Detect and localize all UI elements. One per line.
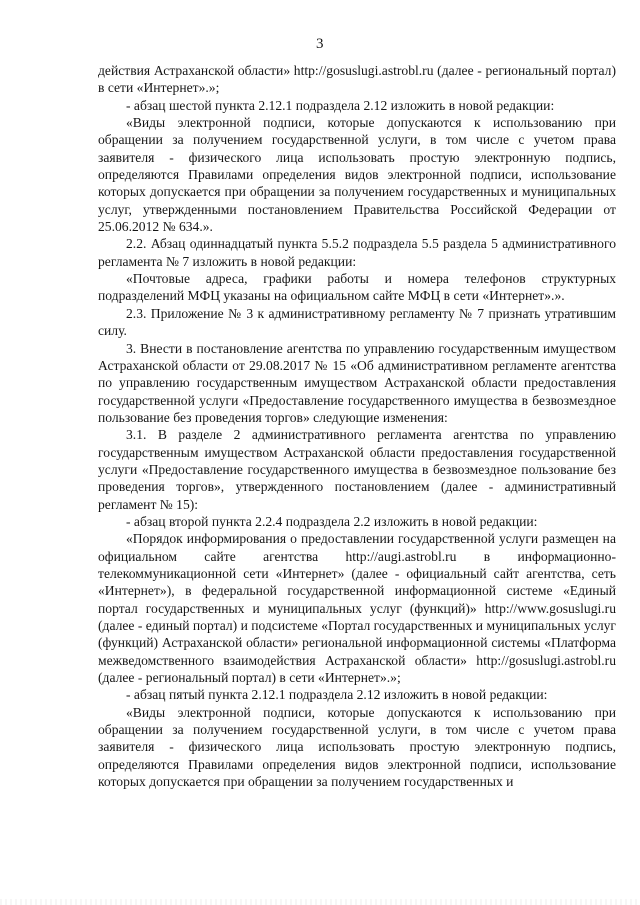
paragraph: 3. Внести в постановление агентства по управлению государственным имуществом Астраханской области от 29.08.2017 № 15 «Об административном регламенте агентства по управлению государственным имуществом Астраханской области предоставления государственной услуги «Предоставление государственного имущества в безвозмездное пользование без проведения торгов» следующие изменения: (98, 340, 616, 425)
paragraph: «Виды электронной подписи, которые допускаются к использованию при обращении за получением государственной услуги, в том числе с учетом права заявителя - физического лица использовать простую электронную подпись, определяются Правилами определения видов электронной подписи, использование которых допускается при обращении за получением государственных и муниципальных услуг, утвержденными постановлением Правительства Российской Федерации от 25.06.2012 № 634.». (98, 115, 616, 235)
paragraph: - абзац второй пункта 2.2.4 подраздела 2.2 изложить в новой редакции: (126, 513, 538, 529)
paragraph: действия Астраханской области» http://gosuslugi.astrobl.ru (далее - региональный портал) в сети «Интернет».»; (98, 63, 616, 96)
scan-edge (0, 899, 640, 905)
paragraph: «Виды электронной подписи, которые допускаются к использованию при обращении за получением государственной услуги, в том числе с учетом права заявителя - физического лица использовать простую электронную подпись, определяются Правилами определения видов электронной подписи, использование которых допускается при обращении за получением государственных и (98, 704, 616, 790)
paragraph: 3.1. В разделе 2 административного регламента агентства по управлению государственным имуществом Астраханской области предоставления государственной услуги «Предоставление государственного имущества в безвозмездное пользование без проведения торгов», утвержденного постановлением (далее - административный регламент № 15): (98, 427, 616, 512)
paragraph: «Почтовые адреса, графики работы и номера телефонов структурных подразделений МФЦ указаны на официальном сайте МФЦ в сети «Интернет».». (98, 271, 616, 304)
paragraph: - абзац пятый пункта 2.12.1 подраздела 2.12 изложить в новой редакции: (126, 687, 548, 703)
paragraph: - абзац шестой пункта 2.12.1 подраздела 2.12 изложить в новой редакции: (126, 97, 555, 113)
paragraph: 2.3. Приложение № 3 к административному регламенту № 7 признать утратившим силу. (98, 305, 616, 339)
page-number: 3 (316, 36, 324, 52)
paragraph: 2.2. Абзац одиннадцатый пункта 5.5.2 подраздела 5.5 раздела 5 административного регламента № 7 изложить в новой редакции: (98, 236, 616, 269)
paragraph: «Порядок информирования о предоставлении государственной услуги размещен на официальном сайте агентства http://augi.astrobl.ru в информационно-телекоммуникационной сети «Интернет» (далее - официальный сайт агентства, сеть «Интернет»), в федеральной государственной информационной системе «Единый портал государственных и муниципальных услуг (функций)» http://www.gosuslugi.ru (далее - единый портал) и подсистеме «Портал государственных и муниципальных услуг (функций) Астраханской области» региональной информационной системы «Платформа межведомственного взаимодействия Астраханской области» http://gosuslugi.astrobl.ru (далее - региональный портал) в сети «Интернет».»; (98, 531, 616, 686)
document-body (98, 62, 616, 790)
